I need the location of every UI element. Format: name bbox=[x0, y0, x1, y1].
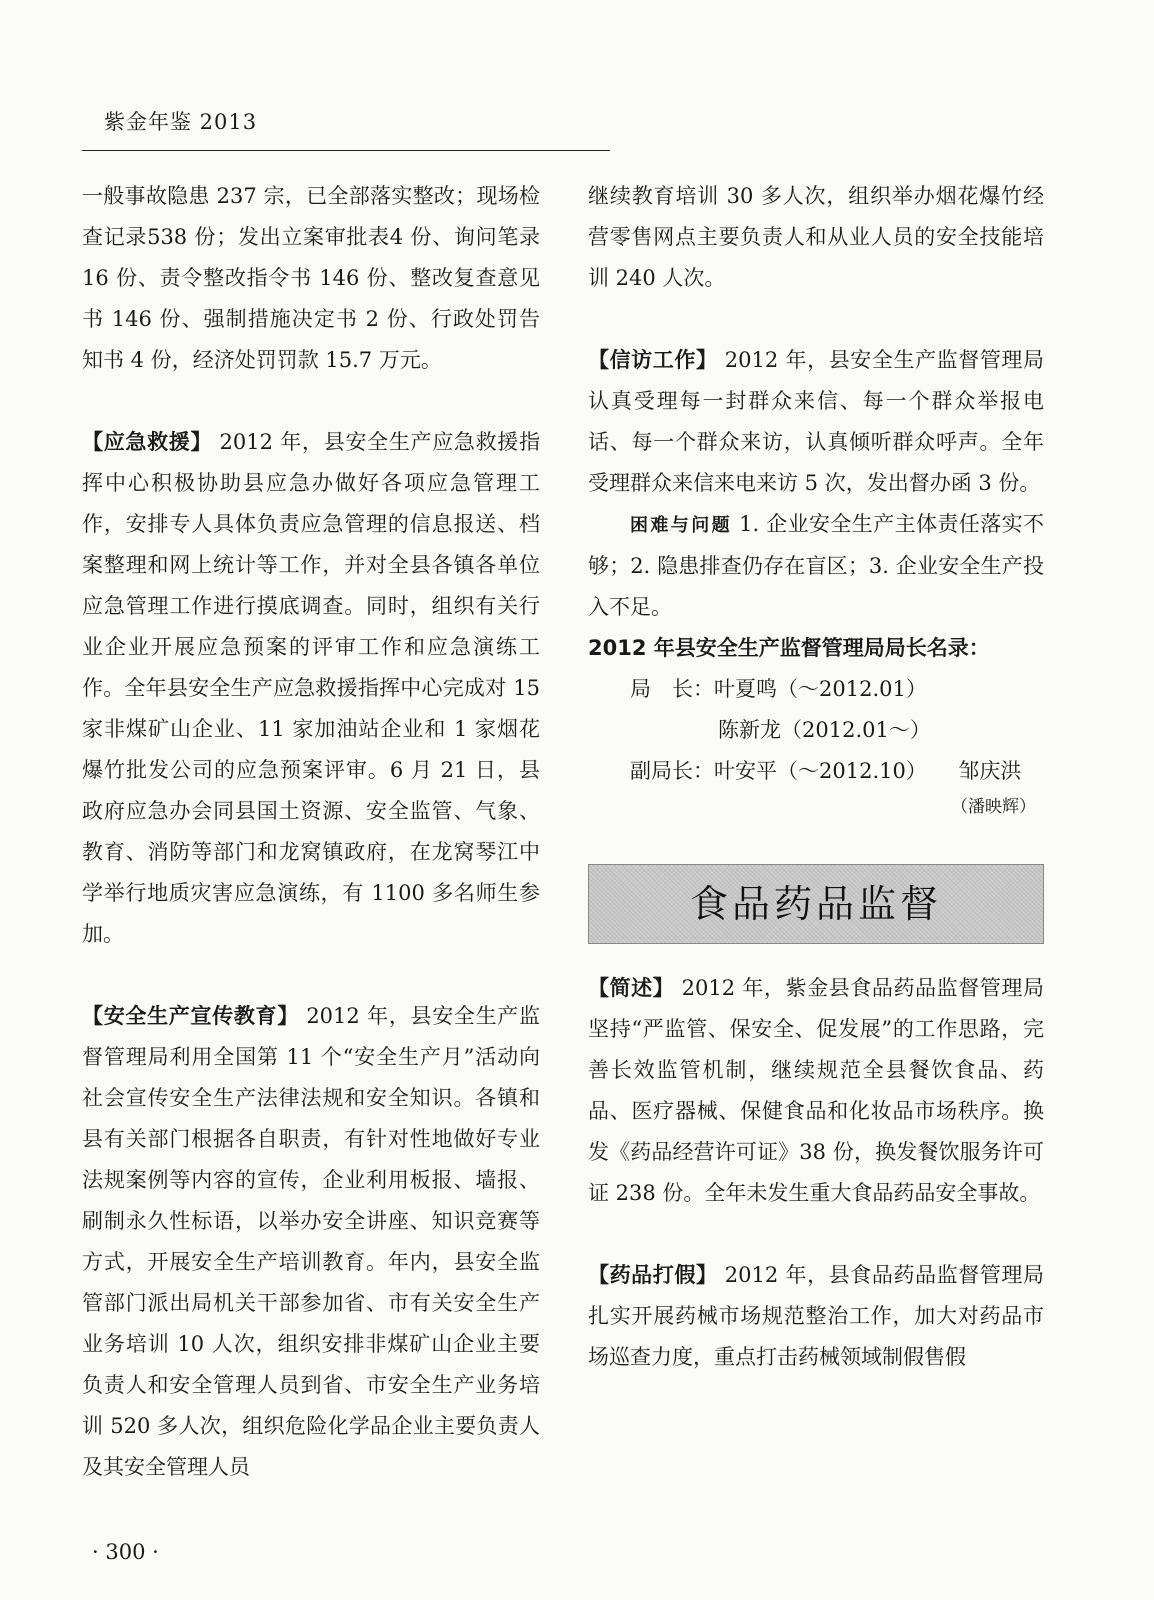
counterfeit-body: 2012 年，县食品药品监督管理局扎实开展药械市场规范整治工作，加大对药品市场巡查力度，重点打击药械领域制假售假 bbox=[588, 1263, 1045, 1369]
roster-title: 2012 年县安全生产监督管理局局长名录： bbox=[588, 636, 990, 660]
paragraph-gap bbox=[588, 1214, 1044, 1255]
roster-line-director: 局 长：叶夏鸣（～2012.01） bbox=[630, 677, 927, 701]
emergency-heading: 【应急救援】 bbox=[82, 430, 213, 454]
left-column bbox=[82, 176, 540, 1488]
counterfeit-paragraph bbox=[588, 1255, 1044, 1378]
roster-line-deputy: 副局长：叶安平（～2012.10） 邹庆洪 bbox=[630, 759, 1022, 783]
petition-paragraph bbox=[588, 340, 1044, 504]
running-title: 紫金年鉴 2013 bbox=[104, 110, 258, 134]
problems-label: 困难与问题 bbox=[630, 515, 733, 536]
section-banner bbox=[588, 864, 1044, 944]
header-rule bbox=[82, 150, 610, 151]
continued-paragraph: 继续教育培训 30 多人次，组织举办烟花爆竹经营零售网点主要负责人和从业人员的安全技能培训 240 人次。 bbox=[588, 184, 1044, 290]
emergency-paragraph bbox=[82, 422, 540, 955]
overview-heading: 【简述】 bbox=[588, 976, 675, 1000]
problems-paragraph bbox=[588, 504, 1044, 628]
problems-body: 1. 企业安全生产主体责任落实不够；2. 隐患排查仍存在盲区；3. 企业安全生产投入不足。 bbox=[588, 512, 1045, 619]
paragraph-gap bbox=[82, 955, 540, 996]
page-number: · 300 · bbox=[92, 1540, 159, 1564]
petition-body: 2012 年，县安全生产监督管理局认真受理每一封群众来信、每一个群众举报电话、每一个群众来访，认真倾听群众呼声。全年受理群众来信来电来访 5 次，发出督办函 3 份。 bbox=[588, 348, 1045, 495]
emergency-body: 2012 年，县安全生产应急救援指挥中心积极协助县应急办做好各项应急管理工作，安排专人具体负责应急管理的信息报送、档案整理和网上统计等工作，并对全县各镇各单位应急管理工作进行摸底调查。同时，组织有关行业企业开展应急预案的评审工作和应急演练工作。全年县安全生产应急救援指挥中心完成对 15 家非煤矿山企业、11 家加油站企业和 1 家烟花爆竹批发公司的应急预案评审。6 月 21 日，县政府应急办会同县国土资源、安全监管、气象、教育、消防等部门和龙窝镇政府，在龙窝琴江中学举行地质灾害应急演练，有 1100 多名师生参加。 bbox=[82, 430, 540, 946]
paragraph-gap bbox=[588, 299, 1044, 340]
propaganda-heading: 【安全生产宣传教育】 bbox=[82, 1004, 299, 1028]
counterfeit-heading: 【药品打假】 bbox=[588, 1263, 718, 1287]
roster-line-director-2: 陈新龙（2012.01～） bbox=[718, 718, 931, 742]
right-column bbox=[588, 176, 1044, 1378]
author-credit: （潘映辉） bbox=[951, 797, 1036, 817]
continued-paragraph: 一般事故隐患 237 宗，已全部落实整改；现场检查记录538 份；发出立案审批表4 份、询问笔录 16 份、责令整改指令书 146 份、整改复查意见书 146 份、强制措施决定书 2 份、行政处罚告知书 4 份，经济处罚罚款 15.7 万元。 bbox=[82, 184, 540, 372]
overview-body: 2012 年，紫金县食品药品监督管理局坚持“严监管、保安全、促发展”的工作思路，完善长效监管机制，继续规范全县餐饮食品、药品、医疗器械、保健食品和化妆品市场秩序。换发《药品经营许可证》38 份，换发餐饮服务许可证 238 份。全年未发生重大食品药品安全事故。 bbox=[588, 976, 1044, 1205]
petition-heading: 【信访工作】 bbox=[588, 348, 718, 372]
propaganda-body: 2012 年，县安全生产监督管理局利用全国第 11 个“安全生产月”活动向社会宣传安全生产法律法规和安全知识。各镇和县有关部门根据各自职责，有针对性地做好专业法规案例等内容的宣传，企业利用板报、墙报、刷制永久性标语，以举办安全讲座、知识竞赛等方式，开展安全生产培训教育。年内，县安全监管部门派出局机关干部参加省、市有关安全生产业务培训 10 人次，组织安排非煤矿山企业主要负责人和安全管理人员到省、市安全生产业务培训 520 多人次，组织危险化学品企业主要负责人及其安全管理人员 bbox=[82, 1004, 541, 1479]
propaganda-paragraph bbox=[82, 996, 540, 1488]
overview-paragraph bbox=[588, 968, 1044, 1214]
paragraph-gap bbox=[82, 381, 540, 422]
section-banner-title: 食品药品监督 bbox=[689, 881, 942, 926]
